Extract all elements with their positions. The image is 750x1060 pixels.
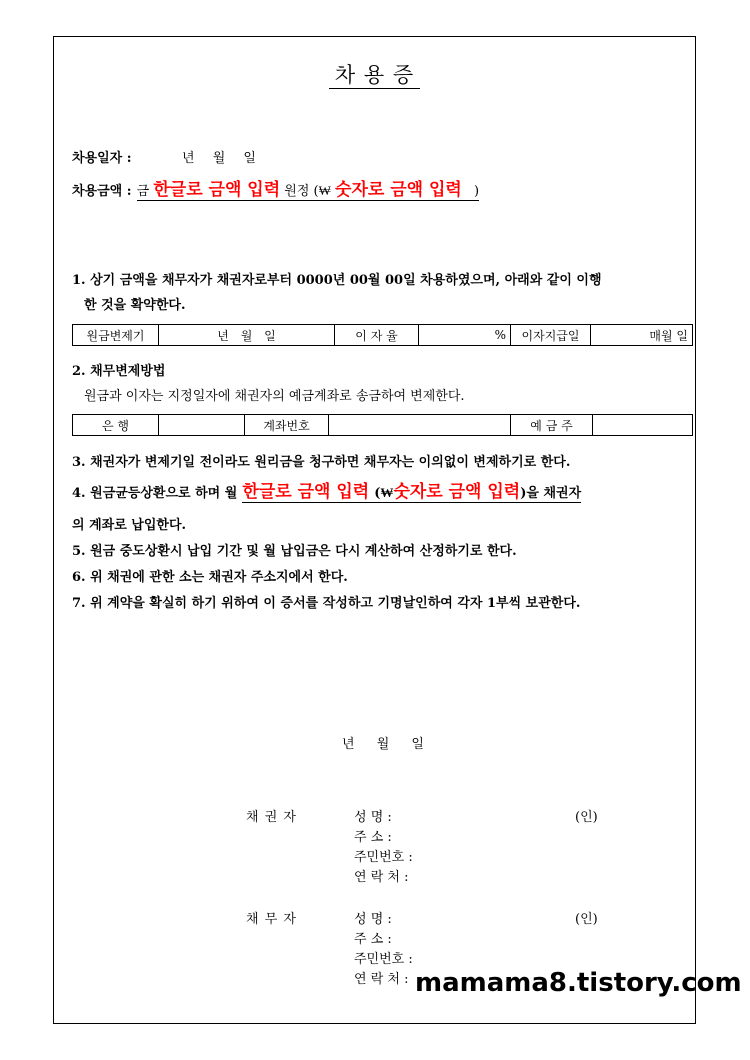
borrow-amount-label: 차용금액 : [72,184,132,199]
interest-payday-value[interactable]: 매월 일 [591,325,693,346]
creditor-seal: (인) [575,810,598,825]
clause-7: 7. 위 계약을 확실히 하기 위하여 이 증서를 작성하고 기명날인하여 각자 1부씩 보관한다. [72,596,581,611]
account-holder-value[interactable] [593,415,693,436]
amount-suffix: ) [473,184,480,199]
repayment-table [72,324,693,346]
clause-5: 5. 원금 중도상환시 납입 기간 및 월 납입금은 다시 계산하여 산정하기로 한다. [72,544,517,559]
creditor-id-label: 주민번호 : [354,850,413,865]
clause-4-line-1 [72,477,581,502]
debtor-name-label: 성 명 : [354,912,392,927]
clause-6: 6. 위 채권에 관한 소는 채권자 주소지에서 한다. [72,570,348,585]
debtor-address-label: 주 소 : [354,932,392,947]
clause-3: 3. 채권자가 변제기일 전이라도 원리금을 청구하면 채무자는 이의없이 변제하기로 한다. [72,455,571,470]
debtor-id-label: 주민번호 : [354,952,413,967]
creditor-role: 채 권 자 [246,810,297,825]
bank-label: 은 행 [73,415,159,436]
interest-payday-label: 이자지급일 [511,325,591,346]
borrow-amount-line [136,180,480,201]
account-number-value[interactable] [329,415,511,436]
title-text: 차 용 증 [329,63,420,89]
table-row [73,325,693,346]
clause-4-suffix: )을 채권자 [520,486,582,501]
clause-4-line-2: 의 계좌로 납입한다. [72,518,187,533]
bank-table [72,414,693,436]
korean-amount-field[interactable]: 한글로 금액 입력 [153,180,281,200]
clause-4-amount-line [242,482,581,503]
interest-rate-value[interactable]: % [419,325,511,346]
creditor-name-label: 성 명 : [354,810,392,825]
bank-value[interactable] [159,415,245,436]
clause-2-text: 원금과 이자는 지정일자에 채권자의 예금계좌로 송금하여 변제한다. [84,389,465,404]
document-title [54,59,695,89]
clause-1-line-1: 1. 상기 금액을 채무자가 채권자로부터 0000년 00월 00일 차용하였으며, 아래와 같이 이행 [72,273,602,288]
borrow-amount-row [72,175,479,200]
clause-2-heading: 2. 채무변제방법 [72,364,166,379]
interest-rate-label: 이 자 율 [335,325,419,346]
creditor-address-label: 주 소 : [354,830,392,845]
clause-4-middle: (₩ [374,486,394,501]
debtor-role: 채 무 자 [246,912,297,927]
clause-1-line-2: 한 것을 확약한다. [84,298,186,313]
monthly-numeric-amount-field[interactable]: 숫자로 금액 입력 [393,482,521,502]
borrow-date-value: 년 월 일 [182,151,256,166]
debtor-contact-label: 연 락 처 : [354,972,409,987]
numeric-amount-field[interactable]: 숫자로 금액 입력 [335,180,462,200]
clause-4-prefix: 4. 원금균등상환으로 하며 월 [72,486,238,501]
amount-middle: 원정 (₩ [284,184,331,199]
debtor-seal: (인) [575,912,598,927]
sign-date: 년 월 일 [342,737,424,752]
watermark-text: mamama8.tistory.com [415,968,742,998]
creditor-contact-label: 연 락 처 : [354,870,409,885]
amount-prefix: 금 [136,184,150,199]
principal-due-date[interactable]: 년 월 일 [159,325,335,346]
monthly-korean-amount-field[interactable]: 한글로 금액 입력 [242,482,370,502]
borrow-date-label: 차용일자 : [72,151,132,166]
account-holder-label: 예 금 주 [511,415,593,436]
principal-due-label: 원금변제기 [73,325,159,346]
document-page [53,36,696,1024]
account-number-label: 계좌번호 [245,415,329,436]
table-row [73,415,693,436]
